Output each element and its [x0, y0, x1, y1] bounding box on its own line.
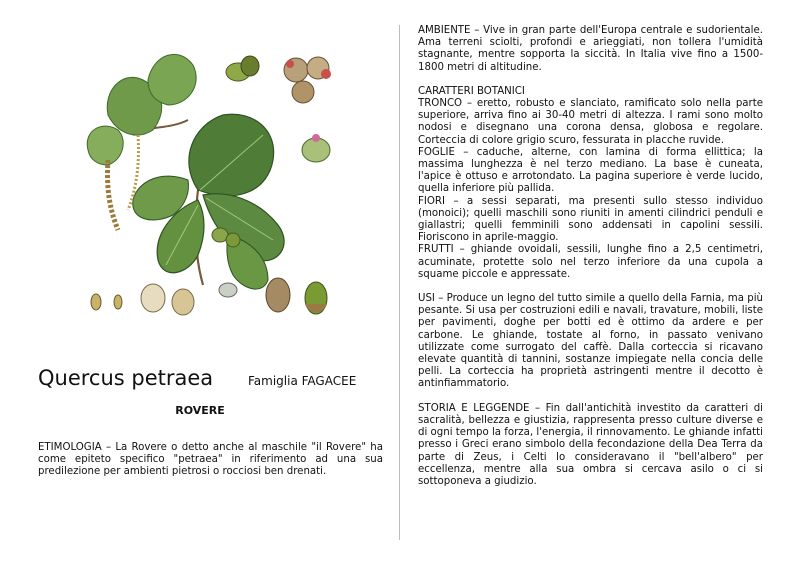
spacer	[418, 281, 763, 293]
spacer	[418, 74, 763, 86]
oak-botanical-illustration	[78, 40, 348, 330]
tronco-paragraph: TRONCO – eretto, robusto e slanciato, ramificato solo nella parte superiore, arriva fino ai 30-40 metri di altezza. I rami sono molto nodosi e disegnano una corona densa, globosa e regolare. Corteccia di colore grigio scuro, fessurata in placche ruvide.	[418, 98, 763, 146]
foglie-paragraph: FOGLIE – caduche, alterne, con lamina di forma ellittica; la massima lunghezza è nel terzo mediano. La base è cuneata, l'apice è ottuso e arrotondato. La pagina superiore è verde lucido, quella inferiore più pallida.	[418, 146, 763, 195]
caratteri-heading: CARATTERI BOTANICI	[418, 85, 525, 97]
usi-paragraph: USI – Produce un legno del tutto simile a quello della Farnia, ma più pesante. Si usa per costruzioni edili e navali, travature, mobili, liste per pavimenti, doghe per botti ed è ottimo da ardere e per carbone. Le ghiande, tostate al forno, in passato venivano utilizzate come surrogato del caffè. Dalla corteccia si ricavano elevate quantità di tannini, sostanze impiegate nella concia delle pelli. La corteccia ha proprietà astringenti mentre il decotto è antinfiammatorio.	[418, 293, 763, 390]
species-latin-name: Quercus petraea	[38, 366, 214, 390]
spacer	[418, 391, 763, 403]
common-name: ROVERE	[175, 404, 225, 417]
storia-paragraph: STORIA E LEGGENDE – Fin dall'antichità investito da caratteri di sacralità, bellezza e giustizia, rappresenta presso culture diverse e di ogni tempo la forza, l'energia, il rinnovamento. Le ghiande infatti presso i Greci erano simbolo della fecondazione della Dea Terra da parte di Zeus, i Celti lo consideravano il "bell'albero" per eccellenza, mentre alla sua ombra si cercava asilo o ci si sottoponeva a giudizio.	[418, 402, 763, 487]
fiori-paragraph: FIORI – a sessi separati, ma presenti sullo stesso individuo (monoici); quelli maschili sono riuniti in amenti cilindrici penduli e giallastri; quelli femminili sono addensati in capolini sessili. Fioriscono in aprile-maggio.	[418, 195, 763, 244]
column-divider	[399, 25, 400, 540]
etymology-paragraph: ETIMOLOGIA – La Rovere o detto anche al maschile "il Rovere" ha come epiteto specifico "petraea" in riferimento ad una sua predilezione per ambienti pietrosi o rocciosi ben drenati.	[38, 442, 383, 478]
ambiente-paragraph: AMBIENTE – Vive in gran parte dell'Europa centrale e sudorientale. Ama terreni sciolti, profondi e arieggiati, non tollera l'umidità stagnante, mentre sopporta la siccità. In Italia vive fino a 1500-1800 metri di altitudine.	[418, 25, 763, 73]
frutti-paragraph: FRUTTI – ghiande ovoidali, sessili, lunghe fino a 2,5 centimetri, acuminate, protette solo nel terzo inferiore da una cupola a squame piccole e appressate.	[418, 244, 763, 280]
description-column	[418, 25, 763, 488]
family-label: Famiglia FAGACEE	[248, 374, 357, 388]
